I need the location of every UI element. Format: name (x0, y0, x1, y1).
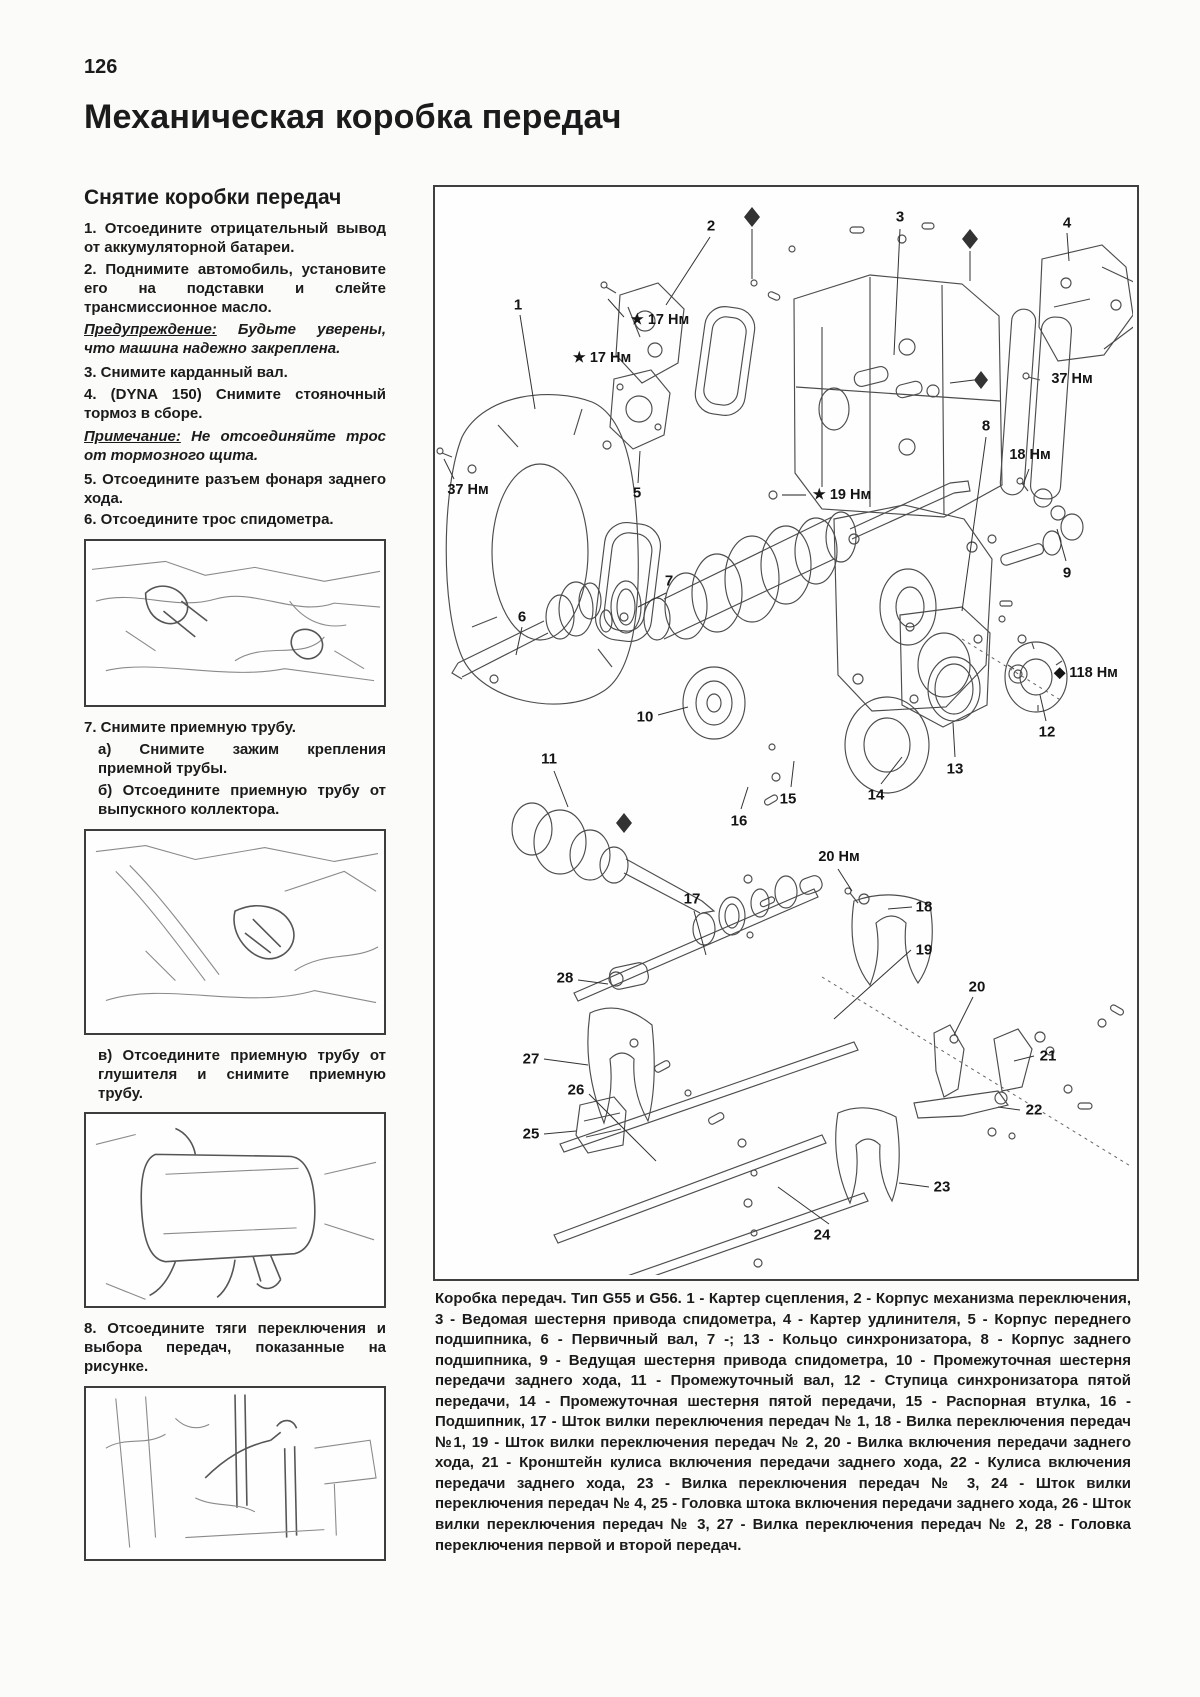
figure-part-number: 17 (683, 890, 701, 908)
instruction-step: 3. Снимите карданный вал. (84, 364, 288, 382)
figure-part-number: 24 (813, 1226, 831, 1244)
figure-part-number: 12 (1038, 723, 1056, 741)
figure-part-number: 23 (933, 1178, 951, 1196)
note-lead: Примечание: (84, 427, 181, 445)
instruction-step: 6. Отсоедините трос спидометра. (84, 511, 334, 529)
figure-part-number: 2 (706, 217, 716, 235)
instruction-step: 2. Поднимите автомобиль, установите его на подставки и слейте трансмиссионное масло. (84, 260, 386, 316)
warning-text: Будьте уверены, что машина надежно закреплена. (84, 321, 386, 358)
figure-part-number: 11 (541, 750, 557, 768)
figure-part-number: 15 (779, 790, 797, 808)
sketch-underbody (86, 541, 384, 705)
figure-part-number: 6 (517, 608, 527, 626)
figure-part-number: 28 (556, 969, 574, 987)
figure-part-number: 8 (981, 417, 991, 435)
figure-part-number: 3 (895, 208, 905, 226)
section-heading: Снятие коробки передач (84, 186, 342, 209)
figure-caption: Коробка передач. Тип G55 и G56. 1 - Картер сцепления, 2 - Корпус механизма переключения, 3 - Ведомая шестерня привода спидометра, 4 - Картер удлинителя, 5 - Корпус переднего подшипника, 6 - Первичный вал, 7 -; 13 - Кольцо синхронизатора, 8 - Корпус заднего подшипника, 9 - Ведущая шестерня привода спидометра, 10 - Промежуточная шестерня передачи заднего хода, 11 - Промежуточный вал, 12 - Ступица синхронизатора пятой передачи, 14 - Промежуточная шестерня пятой передачи, 15 - Распорная втулка, 16 - Подшипник, 17 - Шток вилки переключения передач № 1, 18 - Вилка переключения передач №1, 19 - Шток вилки переключения передач № 2, 20 - Вилка включения передачи заднего хода, 21 - Кронштейн кулиса включения передачи заднего хода, 22 - Кулиса включения передачи заднего хода, 23 - Вилка переключения передач № 3, 24 - Шток вилки переключения передач № 4, 25 - Головка штока включения передачи заднего хода, 26 - Шток вилки переключения передач № 3, 27 - Вилка переключения передач № 2, 28 - Головка переключения первой и второй передач. (435, 1290, 1131, 1554)
instruction-substep: а) Снимите зажим крепления приемной трубы. (98, 741, 386, 778)
instruction-substep: б) Отсоедините приемную трубу от выпускного коллектора. (98, 782, 386, 818)
figure-part-number: 7 (664, 572, 674, 590)
page-title: Механическая коробка передач (84, 98, 622, 136)
note (84, 428, 386, 466)
figure-part-number: 16 (730, 812, 748, 830)
figure-torque-label: 20 Нм (818, 849, 860, 865)
sketch-linkage-rods (86, 1388, 384, 1559)
instruction-step: 1. Отсоедините отрицательный вывод от аккумуляторной батареи. (84, 220, 386, 256)
exploded-diagram-figure (433, 185, 1139, 1281)
figure-torque-label: ★ 17 Нм (572, 350, 632, 366)
instruction-step: 8. Отсоедините тяги переключения и выбора передач, показанные на рисунке. (84, 1320, 386, 1376)
instruction-step: 5. Отсоедините разъем фонаря заднего хода. (84, 470, 386, 507)
figure-part-number: 19 (915, 941, 933, 959)
figure-part-number: 20 (968, 978, 986, 996)
figure-torque-label: ★ 19 Нм (812, 487, 872, 503)
figure-torque-label: 37 Нм (447, 482, 489, 498)
figure-callouts (435, 187, 1137, 1279)
figure-part-number: 26 (567, 1081, 585, 1099)
photo-speedometer-cable (84, 539, 386, 707)
note-text: Не отсоединяйте трос от тормозного щита. (84, 427, 386, 464)
figure-part-number: 27 (522, 1050, 540, 1068)
figure-part-number: 25 (522, 1125, 540, 1143)
instructions-column (84, 186, 386, 1573)
figure-part-number: 13 (946, 760, 964, 778)
figure-part-number: 1 (513, 296, 523, 314)
figure-part-number: 21 (1039, 1047, 1057, 1065)
figure-part-number: 14 (867, 786, 885, 804)
warning-lead: Предупреждение: (84, 321, 217, 339)
page-number: 126 (84, 56, 118, 78)
figure-part-number: 22 (1025, 1101, 1043, 1119)
photo-shift-linkage (84, 1386, 386, 1561)
figure-part-number: 18 (915, 898, 933, 916)
warning-note (84, 321, 386, 359)
instruction-step: 7. Снимите приемную трубу. (84, 719, 296, 737)
figure-torque-label: ◆ 118 Нм (1054, 665, 1118, 681)
figure-part-number: 4 (1062, 214, 1072, 232)
instruction-step: 4. (DYNA 150) Снимите стояночный тормоз в сборе. (84, 386, 386, 423)
figure-part-number: 10 (636, 708, 654, 726)
instruction-substep: в) Отсоедините приемную трубу от глушителя и снимите приемную трубу. (98, 1046, 386, 1102)
photo-muffler (84, 1112, 386, 1308)
figure-torque-label: 18 Нм (1009, 447, 1051, 463)
figure-torque-label: ★ 17 Нм (630, 312, 690, 328)
sketch-exhaust-pipe (86, 831, 384, 1033)
figure-part-number: 9 (1062, 564, 1072, 582)
sketch-muffler (86, 1114, 384, 1306)
figure-part-number: 5 (632, 484, 642, 502)
figure-torque-label: 37 Нм (1051, 371, 1093, 387)
photo-exhaust-clamp (84, 829, 386, 1035)
